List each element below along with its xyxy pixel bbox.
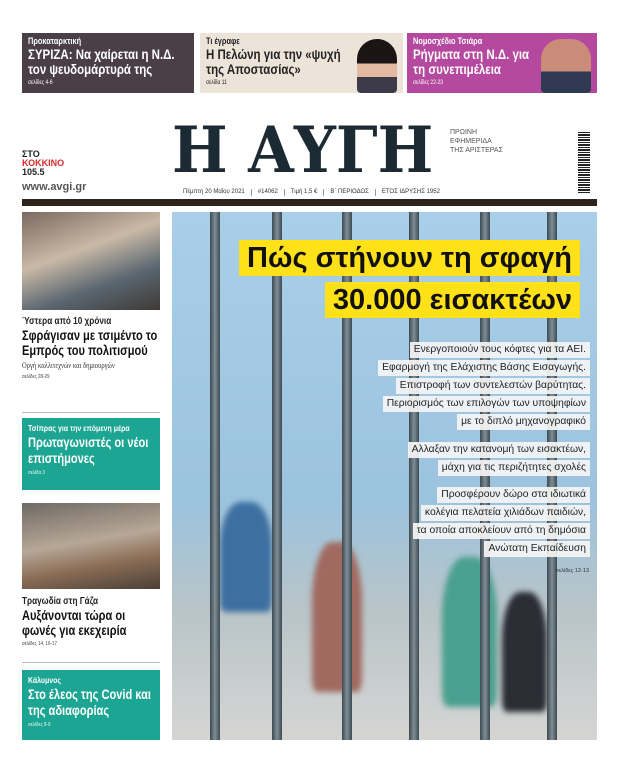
fence-bar	[272, 212, 282, 740]
fence-bar	[210, 212, 220, 740]
story-gaza[interactable]	[22, 596, 160, 648]
story-kicker: Τραγωδία στη Γάζα	[22, 596, 99, 607]
summary-block-2	[408, 442, 590, 476]
box-content	[28, 423, 154, 477]
radio-line: ΣΤΟ	[22, 149, 40, 159]
box-tsipras[interactable]	[22, 418, 160, 490]
summary-line: Ενεργοποιούν τους κόφτες για τα ΑΕΙ.	[410, 342, 590, 358]
radio-line: ΚΟΚΚΙΝΟ	[22, 158, 65, 168]
student-figure	[220, 502, 272, 612]
student-figure	[502, 592, 547, 712]
summary-line: Αλλαξαν την κατανομή των εισακτέων,	[408, 442, 590, 458]
summary-line: Εφαρμογή της Ελάχιστης Βάσης Εισαγωγής.	[378, 360, 590, 376]
summary-block-1	[378, 342, 590, 430]
portrait-photo	[541, 39, 591, 93]
teaser-pages: σελίδα 11	[206, 80, 227, 86]
teaser-headline: ΣΥΡΙΖΑ: Να χαίρεται η Ν.Δ. τον ψευδομάρτυρά της	[28, 46, 175, 77]
box-headline: Στο έλεος της Covid και της αδιαφορίας	[28, 687, 151, 718]
box-kicker: Τσίπρας για την επόμενη μέρα	[28, 423, 130, 433]
divider	[22, 662, 160, 663]
summary-line: τα οποία αποκλείουν από τη δημόσια	[413, 523, 590, 539]
main-story-pages: σελίδες 12-13	[555, 568, 589, 574]
radio-line: 105.5	[22, 167, 45, 177]
teaser-kicker: Τι έγραφε	[206, 36, 240, 46]
teaser-syriza[interactable]	[22, 33, 194, 93]
story-headline: Αυξάνονται τώρα οι φωνές για εκεχειρία	[22, 608, 127, 638]
story-kicker: Ύστερα από 10 χρόνια	[22, 316, 112, 327]
summary-line: Περιορισμός των επιλογών των υποψηφίων	[383, 396, 590, 412]
summary-line: Προσφέρουν δώρο στα ιδιωτικά	[437, 487, 590, 503]
teaser-headline: Η Πελώνη για την «ψυχή της Αποστασίας»	[206, 46, 341, 77]
summary-line: κολέγια πελατεία χιλιάδων παιδιών,	[421, 505, 590, 521]
issue-founded: ΕΤΟΣ ΙΔΡΥΣΗΣ 1952	[381, 189, 440, 195]
story-pages: σελίδες 28-29	[22, 374, 50, 380]
issue-period: Β΄ ΠΕΡΙΟΔΟΣ	[330, 189, 375, 196]
tagline-line: ΠΡΩΙΝΗ	[450, 129, 478, 136]
story-subhead: Οργή καλλιτεχνών και δημιουργών	[22, 361, 115, 370]
story-pages: σελίδες 14, 16-17	[22, 641, 58, 647]
tagline	[450, 128, 503, 155]
summary-line: Ανώτατη Εκπαίδευση	[484, 541, 590, 557]
teaser-peloni[interactable]	[200, 33, 403, 93]
summary-line: μάχη για τις περιζήτητες σχολές	[438, 460, 590, 476]
summary-line: Επιστροφή των συντελεστών βαρύτητας.	[396, 378, 590, 394]
tagline-line: ΤΗΣ ΑΡΙΣΤΕΡΑΣ	[450, 147, 503, 154]
summary-line: με το διπλό μηχανογραφικό	[457, 414, 590, 430]
story-headline: Σφράγισαν με τσιμέντο το Εμπρός του πολιτισμού	[22, 328, 158, 358]
issue-price: Τιμή 1,5 €	[291, 189, 325, 196]
teaser-headline: Ρήγματα στη Ν.Δ. για τη συνεπιμέλεια	[413, 46, 530, 77]
teaser-content	[413, 36, 544, 87]
newspaper-logo: Η ΑΥΓΗ	[172, 113, 434, 188]
tagline-line: ΕΦΗΜΕΡΙΔΑ	[450, 138, 492, 145]
teaser-content	[28, 36, 192, 87]
portrait-photo	[357, 39, 397, 93]
issue-info	[183, 189, 446, 196]
teaser-tsiaras[interactable]	[407, 33, 597, 93]
box-kicker: Κάλυμνος	[28, 675, 62, 685]
barcode	[578, 132, 590, 194]
issue-number: #14062	[258, 189, 285, 196]
teaser-kicker: Προκαταρκτική	[28, 36, 82, 46]
teaser-content	[206, 36, 354, 87]
main-headline-line2: 30.000 εισακτέων	[325, 282, 580, 318]
student-figure	[312, 542, 362, 692]
summary-block-3	[413, 487, 590, 557]
main-headline-line1: Πώς στήνουν τη σφαγή	[239, 240, 580, 276]
embros-photo	[22, 212, 160, 310]
story-embros[interactable]	[22, 316, 160, 381]
teaser-kicker: Νομοσχέδιο Τσιάρα	[413, 36, 483, 46]
issue-date: Πέμπτη 20 Μαΐου 2021	[183, 189, 252, 196]
box-headline: Πρωταγωνιστές οι νέοι επιστήμονες	[28, 435, 149, 466]
gaza-photo	[22, 503, 160, 589]
masthead-divider	[22, 199, 597, 206]
teaser-pages: σελίδες 4-6	[28, 80, 53, 86]
box-kalymnos[interactable]	[22, 670, 160, 740]
main-story[interactable]	[172, 212, 597, 740]
teaser-pages: σελίδες 22-23	[413, 80, 444, 86]
box-content	[28, 675, 154, 729]
divider	[22, 412, 160, 413]
box-pages: σελίδα 3	[28, 470, 45, 476]
radio-logo	[22, 150, 64, 177]
website-link[interactable]: www.avgi.gr	[22, 181, 87, 193]
box-pages: σελίδες 8-9	[28, 722, 51, 728]
